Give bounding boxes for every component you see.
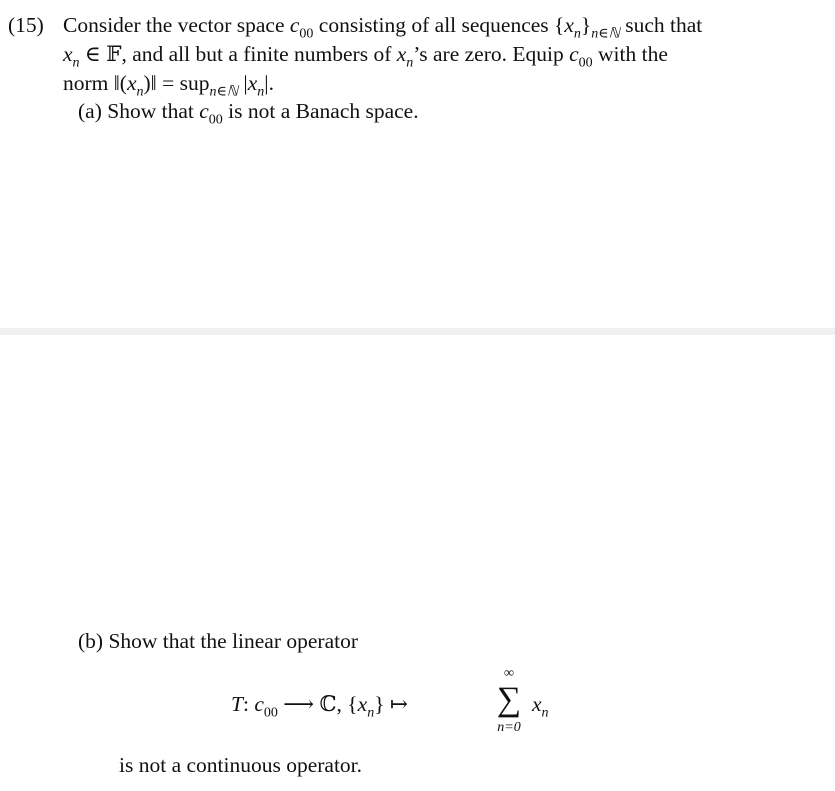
math-sub: n xyxy=(136,84,144,100)
math-var: x xyxy=(63,42,73,66)
part-label: (a) xyxy=(78,99,102,123)
problem-line-1 xyxy=(63,11,702,40)
math-sub: n xyxy=(406,55,414,71)
page-sheet-bottom xyxy=(0,335,835,791)
math-sub: 00 xyxy=(299,26,314,42)
math-var: x xyxy=(126,71,137,95)
math-sub: n xyxy=(573,26,581,42)
problem-line-2 xyxy=(63,40,668,69)
text-segment: ’s are zero. Equip xyxy=(413,42,570,66)
math-var: x xyxy=(532,692,542,716)
math-var: c xyxy=(289,13,300,37)
math-sub: n xyxy=(72,55,80,71)
text-segment: such that xyxy=(619,13,703,37)
math-var: x xyxy=(247,71,258,95)
part-b-conclusion: is not a continuous operator. xyxy=(119,753,363,777)
problem-number: (15) xyxy=(8,13,44,37)
math-sub: n∈ℕ xyxy=(209,84,239,100)
operator-formula xyxy=(231,690,408,719)
sum-term xyxy=(532,690,549,719)
text-segment: ⟶ ℂ, { xyxy=(277,692,358,716)
math-sub: n xyxy=(367,705,375,721)
sigma-symbol: ∑ xyxy=(496,681,522,718)
text-segment: Consider the vector space xyxy=(63,13,290,37)
text-segment: } ↦ xyxy=(374,692,408,716)
text-segment: norm ‖( xyxy=(63,71,127,95)
math-sub: n xyxy=(541,705,549,721)
text-segment: Show that the linear operator xyxy=(103,629,359,653)
math-var: c xyxy=(569,42,579,66)
text-segment: ∈ 𝔽, and all but a finite numbers of xyxy=(79,42,397,66)
math-var: T xyxy=(231,692,243,716)
text-segment: Show that xyxy=(101,99,200,123)
math-var: x xyxy=(357,692,368,716)
sum-upper-limit: ∞ xyxy=(504,666,514,681)
part-label: (b) xyxy=(78,629,104,653)
part-b xyxy=(78,627,358,656)
math-var: x xyxy=(396,42,407,66)
text-segment: )‖ = sup xyxy=(143,71,210,95)
text-segment: : xyxy=(242,692,255,716)
math-sub: 00 xyxy=(263,705,278,721)
text-segment: consisting of all sequences { xyxy=(313,13,565,37)
text-segment: with the xyxy=(592,42,668,66)
math-sub: 00 xyxy=(578,55,593,71)
text-segment: } xyxy=(580,13,592,37)
math-var: c xyxy=(199,99,209,123)
page-break xyxy=(0,328,835,335)
math-sub: n xyxy=(257,84,265,100)
text-segment: is not a Banach space. xyxy=(222,99,419,123)
part-a xyxy=(78,97,419,126)
math-sub: n∈ℕ xyxy=(591,26,620,42)
math-sub: 00 xyxy=(208,112,223,128)
math-var: x xyxy=(564,13,574,37)
math-var: c xyxy=(254,692,264,716)
text-segment: |. xyxy=(264,71,274,95)
summation xyxy=(489,666,529,746)
problem-line-3 xyxy=(63,69,274,98)
sum-lower-limit: n=0 xyxy=(497,720,521,735)
text-segment: | xyxy=(238,71,248,95)
